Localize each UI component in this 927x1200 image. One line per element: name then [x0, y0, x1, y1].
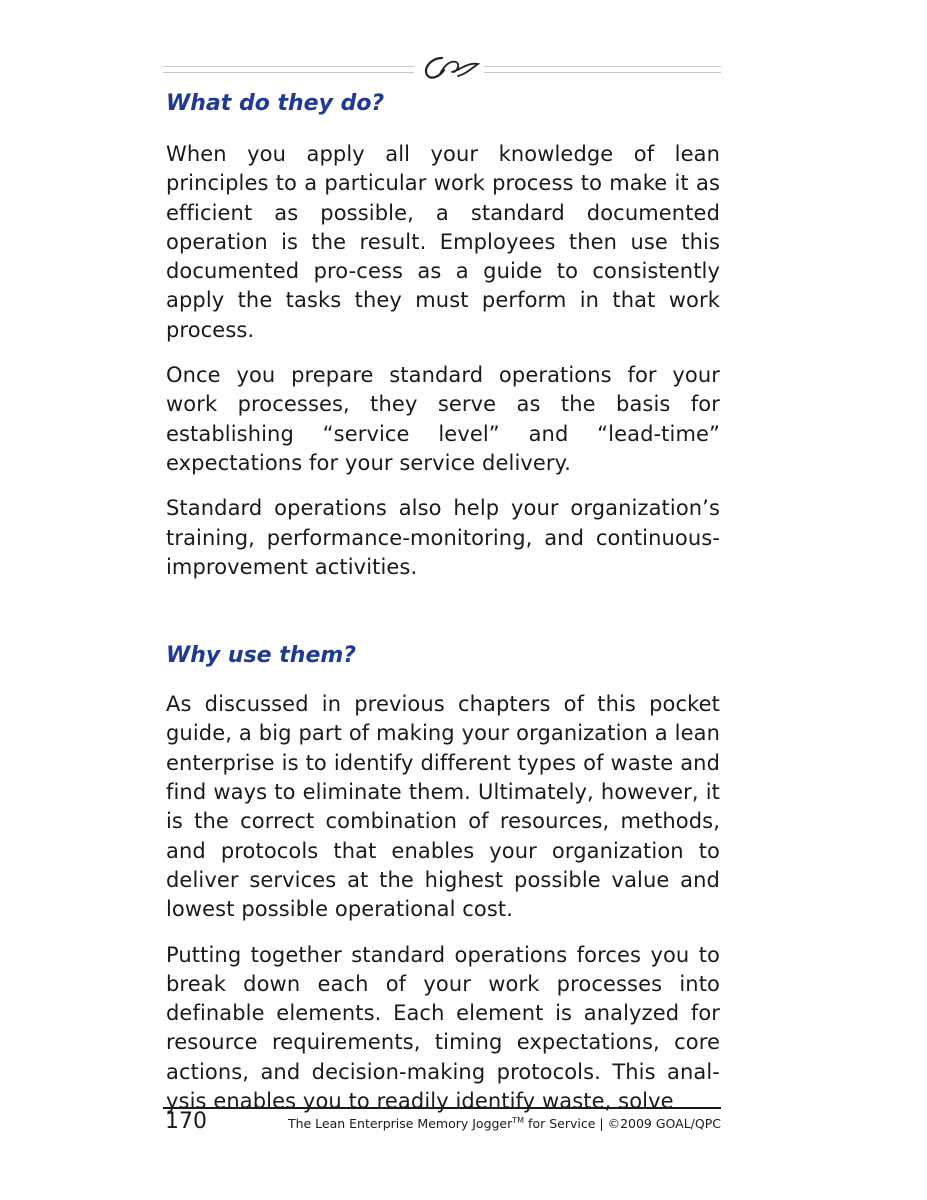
- page-number: 170: [165, 1109, 207, 1134]
- paragraph: Standard operations also help your organization’s training, performance-monitoring, and continuous-improvement activities.: [166, 496, 720, 579]
- footer-title-main: The Lean Enterprise Memory Jogger: [287, 1116, 513, 1132]
- footer-rule: [163, 1107, 721, 1109]
- ornament-icon: [414, 48, 484, 86]
- paragraph: As discussed in previous chapters of this pocket guide, a big part of making your organization a lean enterprise is to identify different types of waste and find ways to eliminate them. Ultimately, however, it is the correct combination of resources, methods, and protocols that enables your organization to deliver services at the highest possible value and lowest possible operational cost.: [166, 692, 720, 922]
- trademark-mark: TM: [512, 1116, 525, 1125]
- paragraph: Putting together standard operations forces you to break down each of your work processes into definable elements. Each element is analyzed for resource requirements, timing expectations, core actions, and decision-making protocols. This anal-ysis enables you to readily identify waste, solve: [166, 942, 720, 1114]
- paragraph: Once you prepare standard operations for your work processes, they serve as the basis for establishing “service level” and “lead-time” expectations for your service delivery.: [166, 363, 720, 475]
- section-heading-why: Why use them?: [166, 643, 357, 669]
- footer-title-rest: for Service | ©2009 GOAL/QPC: [524, 1116, 721, 1132]
- page-content: [166, 88, 720, 1116]
- section-heading-what: What do they do?: [166, 91, 385, 116]
- footer-title: [288, 1116, 721, 1131]
- paragraph: When you apply all your knowledge of lean principles to a particular work process to make it as efficient as possible, a standard documented operation is the result. Employees then use this documented pro-cess as a guide to consistently apply the tasks they must perform in that work process.: [166, 142, 720, 342]
